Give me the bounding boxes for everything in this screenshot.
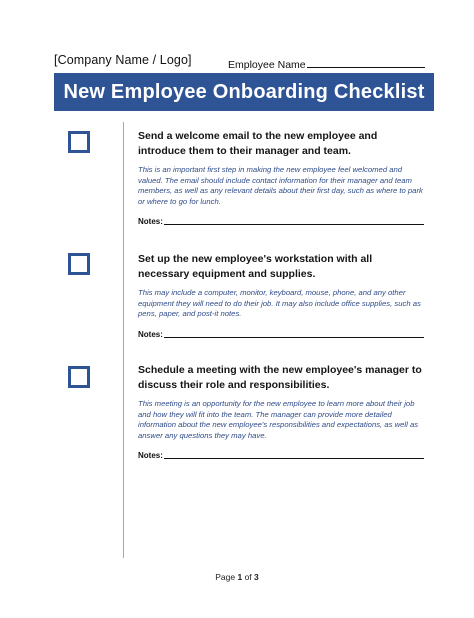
page-title: New Employee Onboarding Checklist: [63, 80, 425, 103]
notes-label: Notes:: [138, 217, 163, 227]
checklist-item-1: [138, 129, 424, 226]
page-word: Page: [215, 572, 236, 582]
item-description: This may include a computer, monitor, keyboard, mouse, phone, and any other equipment they will need to do their job. It may also include office supplies, such as pens, paper, and post-it notes.: [138, 288, 421, 319]
employee-name-label: Employee Name: [228, 59, 306, 71]
checkbox-item-1[interactable]: [68, 131, 90, 153]
checklist-item-3: [138, 363, 424, 460]
notes-field[interactable]: [138, 330, 424, 339]
employee-name-field[interactable]: [228, 57, 425, 71]
notes-line[interactable]: [164, 336, 424, 338]
item-title: Send a welcome email to the new employee and introduce them to their manager and team.: [138, 130, 378, 157]
company-name-logo-placeholder: [Company Name / Logo]: [54, 53, 192, 67]
notes-label: Notes:: [138, 329, 163, 339]
notes-field[interactable]: [138, 451, 424, 460]
checkbox-item-3[interactable]: [68, 366, 90, 388]
checklist-item-2: [138, 252, 424, 339]
vertical-divider: [123, 122, 124, 558]
notes-line[interactable]: [164, 223, 424, 225]
total-pages-number: 3: [254, 572, 259, 582]
page-footer: [0, 572, 474, 582]
notes-label: Notes:: [138, 451, 163, 461]
employee-name-blank-line[interactable]: [307, 57, 425, 68]
item-description: This is an important first step in making the new employee feel welcomed and valued. The email should include contact information for their manager and team members, as well as any relevant details about their first day, such as where to park or where to go for lunch.: [138, 165, 423, 206]
item-title: Schedule a meeting with the new employee's manager to discuss their role and responsibilities.: [138, 364, 422, 391]
checkbox-item-2[interactable]: [68, 253, 90, 275]
item-title: Set up the new employee's workstation with all necessary equipment and supplies.: [138, 253, 373, 280]
of-word: of: [244, 572, 252, 582]
notes-field[interactable]: [138, 217, 424, 226]
notes-line[interactable]: [164, 457, 424, 459]
current-page-number: 1: [237, 572, 243, 582]
item-description: This meeting is an opportunity for the new employee to learn more about their job and how they will fit into the team. The manager can provide more detailed information about the new employee's responsibilities and expectations, as well as answer any questions they may have.: [138, 399, 419, 440]
title-banner: [54, 73, 434, 111]
